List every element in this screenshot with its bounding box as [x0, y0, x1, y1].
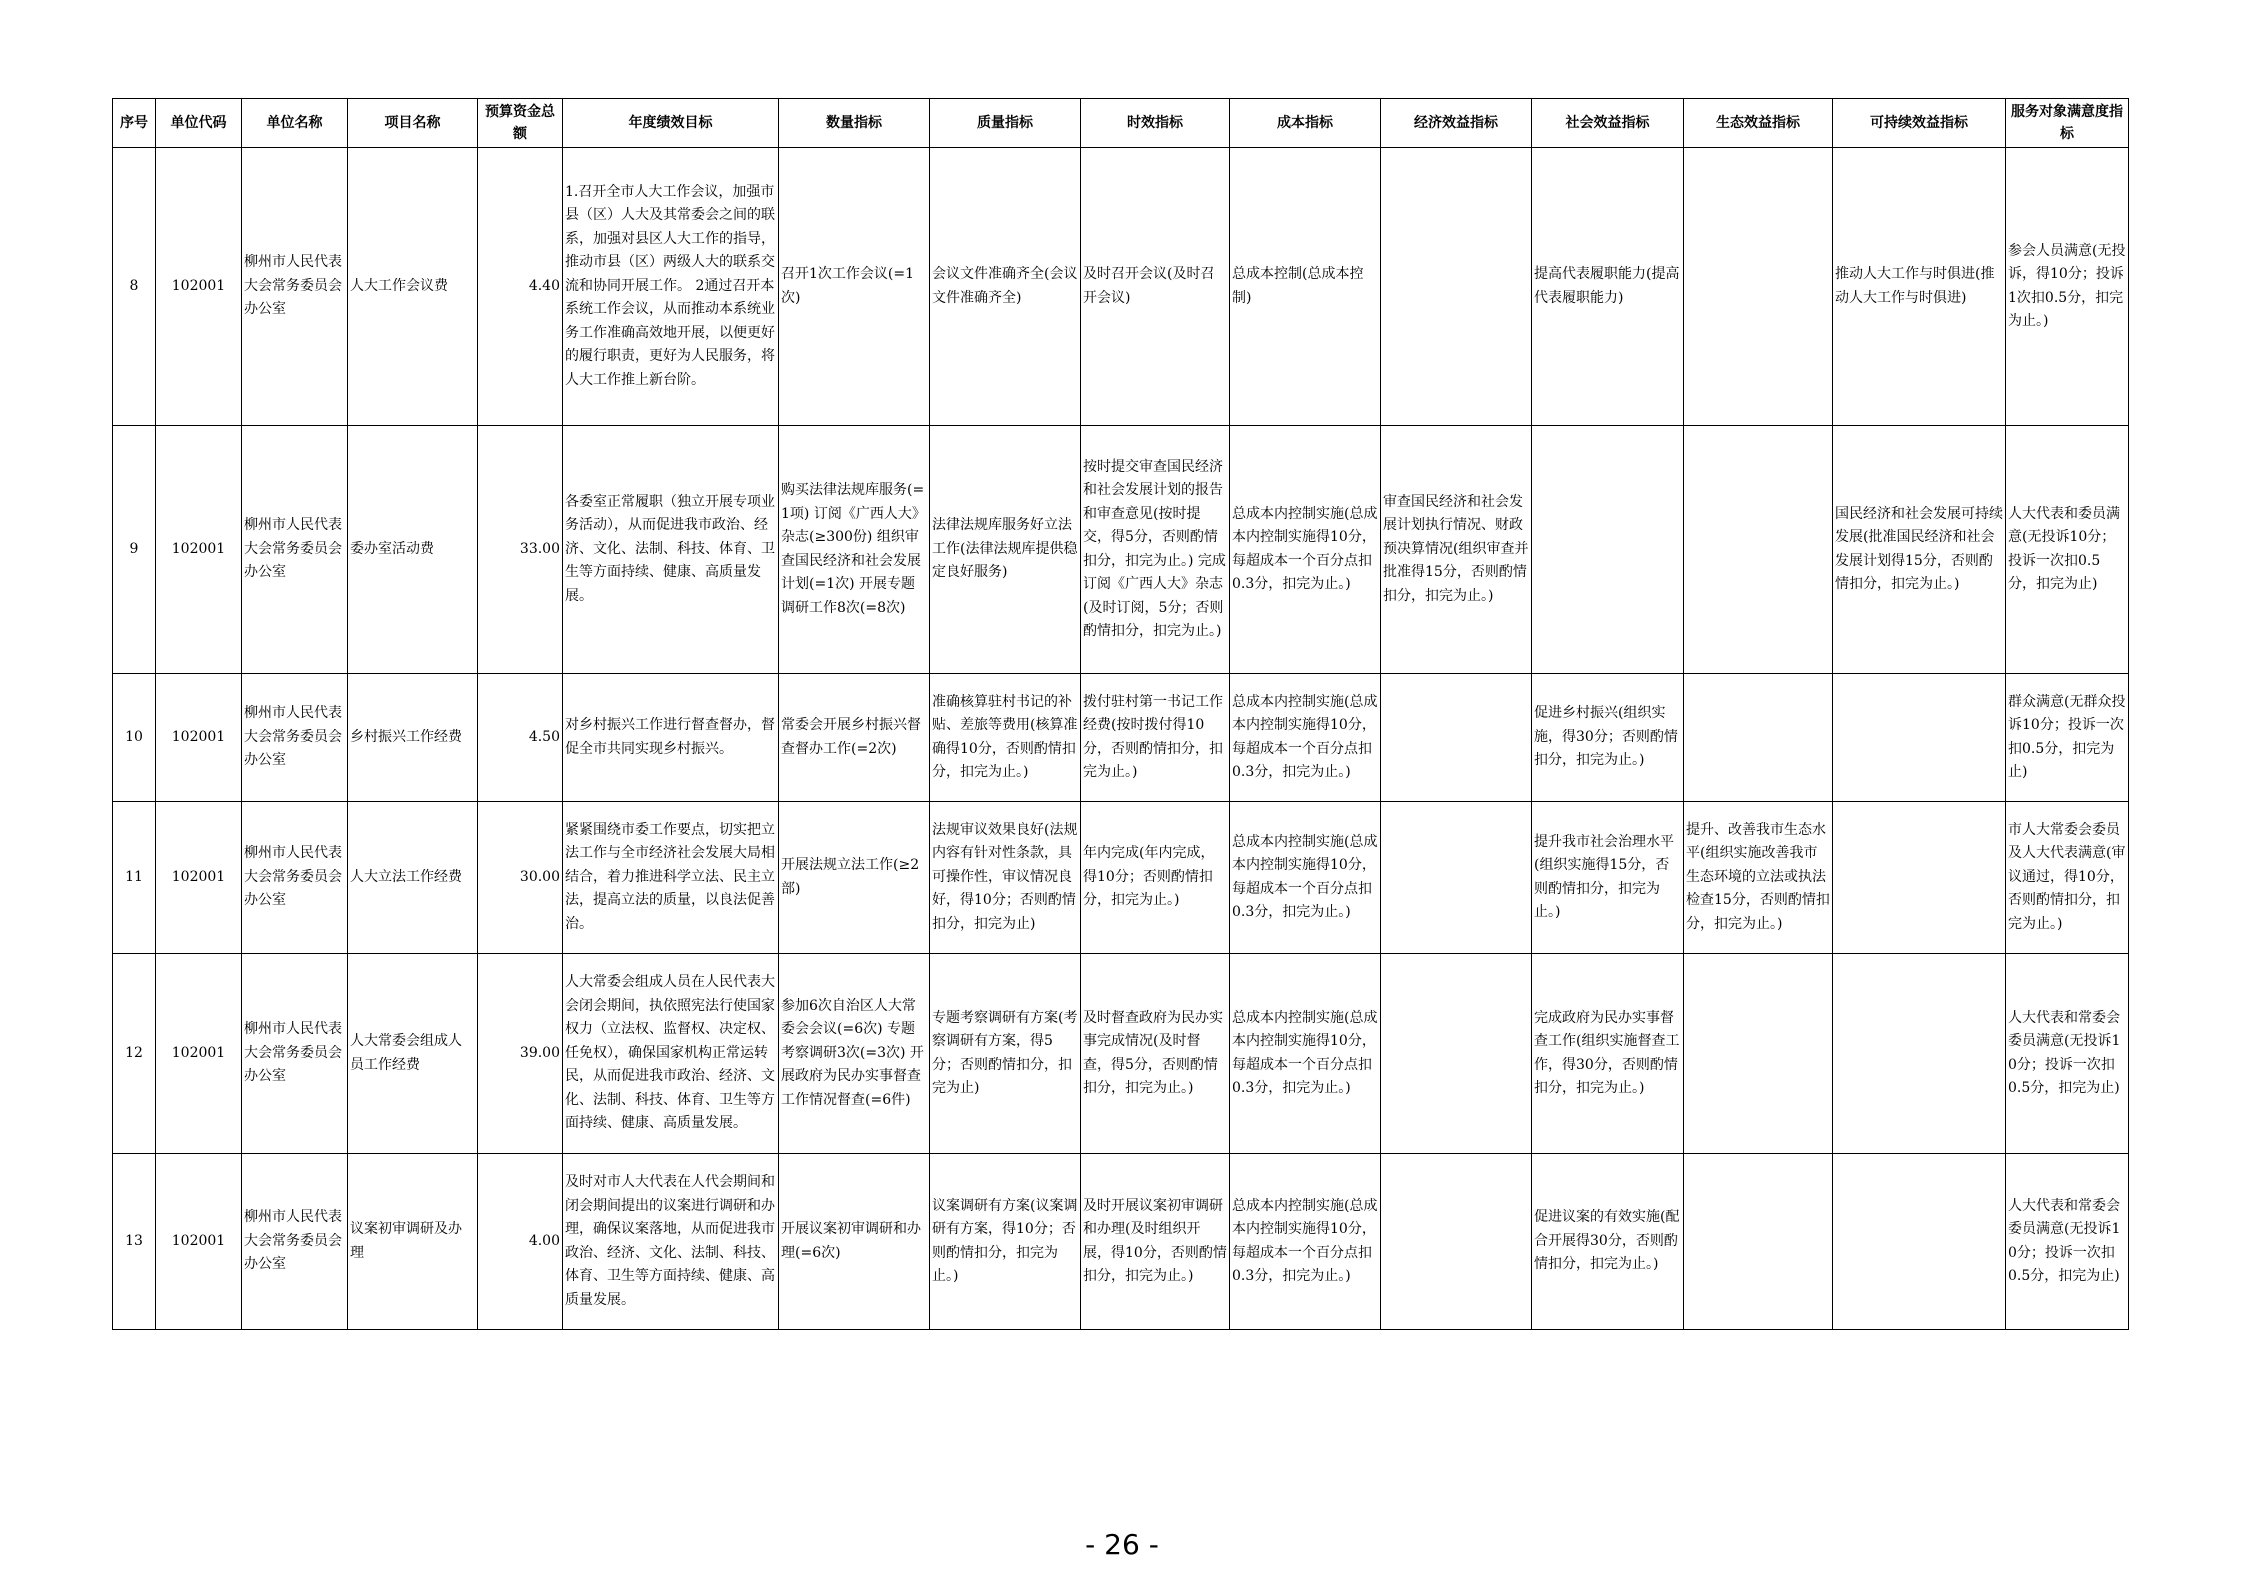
cell-unit: 柳州市人民代表大会常务委员会办公室 [242, 954, 348, 1154]
cell-goal: 及时对市人大代表在人代会期间和闭会期间提出的议案进行调研和办理，确保议案落地，从而促进我市政治、经济、文化、法制、科技、体育、卫生等方面持续、健康、高质量发展。 [563, 1154, 779, 1330]
cell-project: 人大立法工作经费 [348, 802, 478, 954]
header-social: 社会效益指标 [1532, 99, 1684, 148]
table-row [113, 954, 2129, 1154]
cell-code: 102001 [156, 148, 242, 426]
header-economic: 经济效益指标 [1381, 99, 1532, 148]
cell-satisfaction: 人大代表和常委会委员满意(无投诉10分；投诉一次扣0.5分，扣完为止) [2006, 954, 2129, 1154]
cell-goal: 对乡村振兴工作进行督查督办，督促全市共同实现乡村振兴。 [563, 674, 779, 802]
cell-satisfaction: 市人大常委会委员及人大代表满意(审议通过，得10分，否则酌情扣分，扣完为止。) [2006, 802, 2129, 954]
cell-quality: 法规审议效果良好(法规内容有针对性条款，具可操作性，审议情况良好，得10分；否则酌情扣分，扣完为止) [930, 802, 1081, 954]
cell-code: 102001 [156, 426, 242, 674]
cell-sustainable: 国民经济和社会发展可持续发展(批准国民经济和社会发展计划得15分，否则酌情扣分，扣完为止。) [1833, 426, 2006, 674]
cell-budget: 4.00 [478, 1154, 563, 1330]
cell-goal: 人大常委会组成人员在人民代表大会闭会期间，执依照宪法行使国家权力（立法权、监督权、决定权、任免权），确保国家机构正常运转民，从而促进我市政治、经济、文化、法制、科技、体育、卫生等方面持续、健康、高质量发展。 [563, 954, 779, 1154]
header-unit-name: 单位名称 [242, 99, 348, 148]
cell-budget: 30.00 [478, 802, 563, 954]
cell-project: 议案初审调研及办理 [348, 1154, 478, 1330]
cell-sustainable [1833, 954, 2006, 1154]
cell-project: 人大常委会组成人员工作经费 [348, 954, 478, 1154]
cell-timeliness: 按时提交审查国民经济和社会发展计划的报告和审查意见(按时提交，得5分，否则酌情扣分，扣完为止。) 完成订阅《广西人大》杂志(及时订阅，5分；否则酌情扣分，扣完为止。) [1081, 426, 1230, 674]
cell-code: 102001 [156, 954, 242, 1154]
cell-social: 促进议案的有效实施(配合开展得30分，否则酌情扣分，扣完为止。) [1532, 1154, 1684, 1330]
cell-satisfaction: 参会人员满意(无投诉，得10分；投诉1次扣0.5分，扣完为止。) [2006, 148, 2129, 426]
cell-quality: 会议文件准确齐全(会议文件准确齐全) [930, 148, 1081, 426]
cell-satisfaction: 人大代表和委员满意(无投诉10分；投诉一次扣0.5分，扣完为止) [2006, 426, 2129, 674]
cell-quality: 法律法规库服务好立法工作(法律法规库提供稳定良好服务) [930, 426, 1081, 674]
cell-economic [1381, 1154, 1532, 1330]
header-annual-goal: 年度绩效目标 [563, 99, 779, 148]
header-quality: 质量指标 [930, 99, 1081, 148]
cell-quantity: 召开1次工作会议(=1次) [779, 148, 930, 426]
cell-code: 102001 [156, 674, 242, 802]
cell-sustainable: 推动人大工作与时俱进(推动人大工作与时俱进) [1833, 148, 2006, 426]
cell-project: 乡村振兴工作经费 [348, 674, 478, 802]
cell-goal: 1.召开全市人大工作会议，加强市县（区）人大及其常委会之间的联系，加强对县区人大工作的指导，推动市县（区）两级人大的联系交流和协同开展工作。 2通过召开本系统工作会议，从而推动本系统业务工作准确高效地开展，以便更好的履行职责，更好为人民服务，将人大工作推上新台阶。 [563, 148, 779, 426]
cell-economic [1381, 674, 1532, 802]
header-timeliness: 时效指标 [1081, 99, 1230, 148]
header-seq: 序号 [113, 99, 156, 148]
cell-sustainable [1833, 802, 2006, 954]
cell-quality: 议案调研有方案(议案调研有方案，得10分；否则酌情扣分，扣完为止。) [930, 1154, 1081, 1330]
cell-quantity: 常委会开展乡村振兴督查督办工作(=2次) [779, 674, 930, 802]
cell-ecological [1684, 426, 1833, 674]
header-row [113, 99, 2129, 148]
table-row [113, 148, 2129, 426]
cell-social [1532, 426, 1684, 674]
cell-budget: 33.00 [478, 426, 563, 674]
cell-unit: 柳州市人民代表大会常务委员会办公室 [242, 148, 348, 426]
cell-goal: 各委室正常履职（独立开展专项业务活动），从而促进我市政治、经济、文化、法制、科技、体育、卫生等方面持续、健康、高质量发展。 [563, 426, 779, 674]
cell-cost: 总成本内控制实施(总成本内控制实施得10分，每超成本一个百分点扣0.3分，扣完为止。) [1230, 802, 1381, 954]
cell-budget: 39.00 [478, 954, 563, 1154]
header-quantity: 数量指标 [779, 99, 930, 148]
cell-seq: 10 [113, 674, 156, 802]
cell-seq: 8 [113, 148, 156, 426]
table-row [113, 426, 2129, 674]
cell-sustainable [1833, 1154, 2006, 1330]
cell-timeliness: 及时督查政府为民办实事完成情况(及时督查，得5分，否则酌情扣分，扣完为止。) [1081, 954, 1230, 1154]
cell-quality: 准确核算驻村书记的补贴、差旅等费用(核算准确得10分，否则酌情扣分，扣完为止。) [930, 674, 1081, 802]
header-unit-code: 单位代码 [156, 99, 242, 148]
cell-timeliness: 及时开展议案初审调研和办理(及时组织开展，得10分，否则酌情扣分，扣完为止。) [1081, 1154, 1230, 1330]
header-budget: 预算资金总额 [478, 99, 563, 148]
table-row [113, 802, 2129, 954]
cell-budget: 4.50 [478, 674, 563, 802]
cell-social: 促进乡村振兴(组织实施，得30分；否则酌情扣分，扣完为止。) [1532, 674, 1684, 802]
cell-code: 102001 [156, 802, 242, 954]
cell-economic [1381, 954, 1532, 1154]
cell-ecological [1684, 1154, 1833, 1330]
cell-code: 102001 [156, 1154, 242, 1330]
cell-unit: 柳州市人民代表大会常务委员会办公室 [242, 802, 348, 954]
cell-quality: 专题考察调研有方案(考察调研有方案，得5分；否则酌情扣分，扣完为止) [930, 954, 1081, 1154]
cell-project: 人大工作会议费 [348, 148, 478, 426]
cell-social: 提升我市社会治理水平(组织实施得15分，否则酌情扣分，扣完为止。) [1532, 802, 1684, 954]
cell-timeliness: 年内完成(年内完成，得10分；否则酌情扣分，扣完为止。) [1081, 802, 1230, 954]
cell-seq: 13 [113, 1154, 156, 1330]
cell-timeliness: 及时召开会议(及时召开会议) [1081, 148, 1230, 426]
cell-goal: 紧紧围绕市委工作要点，切实把立法工作与全市经济社会发展大局相结合，着力推进科学立法、民主立法，提高立法的质量，以良法促善治。 [563, 802, 779, 954]
cell-cost: 总成本内控制实施(总成本内控制实施得10分，每超成本一个百分点扣0.3分，扣完为止。) [1230, 1154, 1381, 1330]
cell-quantity: 开展议案初审调研和办理(=6次) [779, 1154, 930, 1330]
cell-quantity: 购买法律法规库服务(=1项) 订阅《广西人大》杂志(≥300份) 组织审查国民经济和社会发展计划(=1次) 开展专题调研工作8次(=8次) [779, 426, 930, 674]
cell-cost: 总成本内控制实施(总成本内控制实施得10分，每超成本一个百分点扣0.3分，扣完为止。) [1230, 674, 1381, 802]
table-row [113, 674, 2129, 802]
cell-budget: 4.40 [478, 148, 563, 426]
cell-unit: 柳州市人民代表大会常务委员会办公室 [242, 426, 348, 674]
cell-economic [1381, 148, 1532, 426]
cell-satisfaction: 群众满意(无群众投诉10分；投诉一次扣0.5分，扣完为止) [2006, 674, 2129, 802]
cell-economic: 审查国民经济和社会发展计划执行情况、财政预决算情况(组织审查并批准得15分，否则酌情扣分，扣完为止。) [1381, 426, 1532, 674]
header-cost: 成本指标 [1230, 99, 1381, 148]
cell-social: 完成政府为民办实事督查工作(组织实施督查工作，得30分，否则酌情扣分，扣完为止。) [1532, 954, 1684, 1154]
cell-project: 委办室活动费 [348, 426, 478, 674]
cell-seq: 12 [113, 954, 156, 1154]
cell-timeliness: 拨付驻村第一书记工作经费(按时拨付得10分，否则酌情扣分，扣完为止。) [1081, 674, 1230, 802]
cell-sustainable [1833, 674, 2006, 802]
cell-ecological: 提升、改善我市生态水平(组织实施改善我市生态环境的立法或执法检查15分，否则酌情扣分，扣完为止。) [1684, 802, 1833, 954]
cell-social: 提高代表履职能力(提高代表履职能力) [1532, 148, 1684, 426]
cell-ecological [1684, 954, 1833, 1154]
cell-unit: 柳州市人民代表大会常务委员会办公室 [242, 674, 348, 802]
cell-ecological [1684, 674, 1833, 802]
cell-seq: 11 [113, 802, 156, 954]
performance-table [112, 98, 2129, 1330]
cell-seq: 9 [113, 426, 156, 674]
header-sustainable: 可持续效益指标 [1833, 99, 2006, 148]
header-project-name: 项目名称 [348, 99, 478, 148]
cell-satisfaction: 人大代表和常委会委员满意(无投诉10分；投诉一次扣0.5分，扣完为止) [2006, 1154, 2129, 1330]
cell-quantity: 参加6次自治区人大常委会会议(=6次) 专题考察调研3次(=3次) 开展政府为民办实事督查工作情况督查(=6件) [779, 954, 930, 1154]
cell-economic [1381, 802, 1532, 954]
page-number: - 26 - [1085, 1528, 1159, 1561]
cell-quantity: 开展法规立法工作(≥2部) [779, 802, 930, 954]
cell-unit: 柳州市人民代表大会常务委员会办公室 [242, 1154, 348, 1330]
cell-cost: 总成本内控制实施(总成本内控制实施得10分，每超成本一个百分点扣0.3分，扣完为止。) [1230, 426, 1381, 674]
header-satisfaction: 服务对象满意度指标 [2006, 99, 2129, 148]
table-row [113, 1154, 2129, 1330]
cell-cost: 总成本控制(总成本控制) [1230, 148, 1381, 426]
cell-cost: 总成本内控制实施(总成本内控制实施得10分，每超成本一个百分点扣0.3分，扣完为止。) [1230, 954, 1381, 1154]
cell-ecological [1684, 148, 1833, 426]
header-ecological: 生态效益指标 [1684, 99, 1833, 148]
